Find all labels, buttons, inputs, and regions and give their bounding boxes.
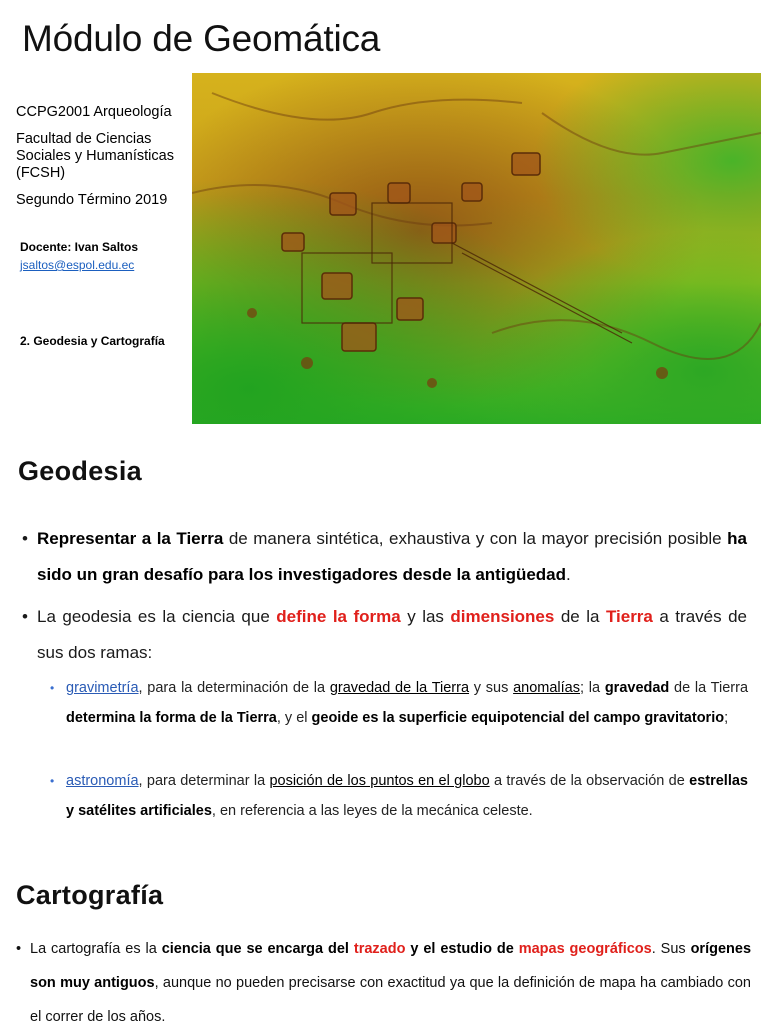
text: . — [566, 565, 571, 584]
geodesia-sub-bullet-2 — [50, 766, 748, 826]
gravimetria-link[interactable]: gravimetría — [66, 680, 139, 696]
cartografia-bullet — [16, 932, 751, 1034]
geodesia-sub-bullet-1 — [50, 673, 748, 733]
bold-text: gravedad — [604, 680, 670, 696]
course-info — [16, 104, 188, 209]
text: , para la determinación de la — [138, 680, 330, 696]
topic-label: 2. Geodesia y Cartografía — [20, 334, 165, 348]
teacher: Docente: Ivan Saltos — [20, 240, 139, 254]
bold-text: ciencia que se encarga del — [161, 941, 349, 957]
bold-text: Representar a la Tierra — [37, 529, 224, 548]
text: de la — [554, 607, 606, 626]
highlight-text: Tierra — [605, 607, 653, 626]
highlight-text: trazado — [353, 941, 406, 957]
underlined-text: posición de los puntos en el globo — [269, 773, 490, 789]
term: Segundo Término 2019 — [16, 192, 168, 208]
text: a través de sus dos ramas: — [37, 607, 747, 662]
underlined-text: gravedad de la Tierra — [329, 680, 470, 696]
text: . Sus — [651, 941, 691, 957]
highlight-text: mapas geográficos — [518, 941, 652, 957]
bold-text: y el estudio de — [410, 941, 514, 957]
text: y sus — [469, 680, 514, 696]
astronomia-link[interactable]: astronomía — [66, 773, 139, 789]
text: de la Tierra — [669, 680, 749, 696]
text: , para determinar la — [138, 773, 270, 789]
bullet-dot: • — [22, 607, 28, 626]
bullet-dot: • — [16, 941, 22, 957]
highlight-text: define la forma — [276, 607, 401, 626]
bold-text: ha sido un gran desafío para los investigadores desde la antigüedad — [37, 529, 747, 584]
text: , aunque no pueden precisarse con exactitud ya que la definición de mapa ha cambiado con el correr de los años. — [30, 975, 751, 1025]
faculty: Facultad de Ciencias Sociales y Humanísticas (FCSH) — [16, 131, 174, 181]
bold-text: determina la forma de la Tierra — [66, 710, 277, 726]
bold-text: geoide es la superficie equipotencial del campo gravitatorio — [311, 710, 725, 726]
bold-text: estrellas y satélites artificiales — [66, 773, 748, 819]
text: ; — [724, 710, 729, 726]
text: , en referencia a las leyes de la mecánica celeste. — [211, 803, 533, 819]
cartografia-heading: Cartografía — [16, 880, 164, 910]
text: La cartografía es la — [30, 941, 162, 957]
sub-bullet-dot: • — [50, 681, 55, 695]
geodesia-bullet-1 — [22, 521, 747, 593]
teacher-email-link[interactable]: jsaltos@espol.edu.ec — [20, 258, 135, 272]
bullet-dot: • — [22, 529, 28, 548]
text: de manera sintética, exhaustiva y con la mayor precisión posible — [223, 529, 728, 548]
underlined-text: anomalías — [513, 680, 580, 696]
page-title: Módulo de Geomática — [22, 18, 381, 59]
bold-text: orígenes son muy antiguos — [30, 941, 752, 991]
text: La geodesia es la ciencia que — [37, 607, 277, 626]
geodesia-heading: Geodesia — [18, 456, 142, 486]
text: , y el — [276, 710, 312, 726]
text: a través de la observación de — [489, 773, 690, 789]
lidar-terrain-image — [192, 73, 761, 424]
text: ; la — [580, 680, 605, 696]
course-code: CCPG2001 Arqueología — [16, 104, 172, 120]
geodesia-bullet-2 — [22, 599, 747, 671]
text: y las — [400, 607, 451, 626]
highlight-text: dimensiones — [450, 607, 555, 626]
sub-bullet-dot: • — [50, 774, 55, 788]
